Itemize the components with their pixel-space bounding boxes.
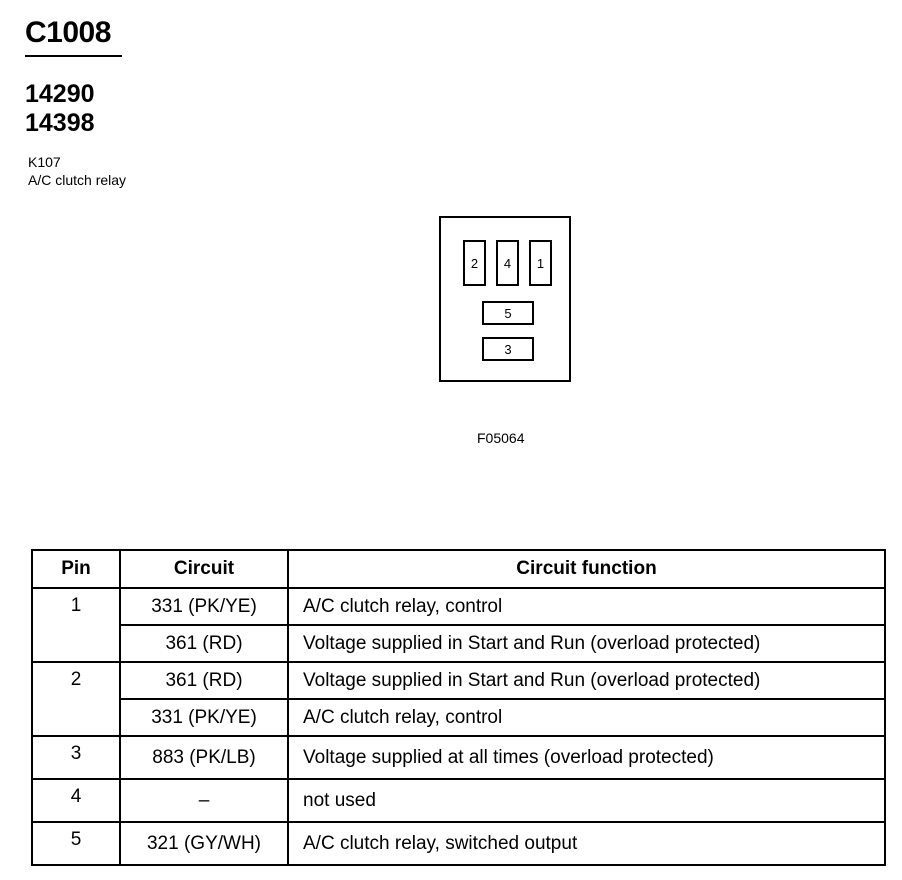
terminal-2: 2 (463, 240, 486, 286)
header-function: Circuit function (288, 550, 885, 588)
pin-cell: 1 (32, 588, 120, 662)
table-row (32, 822, 885, 865)
circuit-cell: 361 (RD) (120, 625, 288, 662)
circuit-cell: 321 (GY/WH) (120, 822, 288, 865)
pin-cell: 3 (32, 736, 120, 779)
function-cell: A/C clutch relay, control (288, 699, 885, 736)
table-row (32, 588, 885, 625)
figure-id: F05064 (477, 430, 525, 446)
circuit-cell: – (120, 779, 288, 822)
component-info (28, 153, 126, 189)
function-cell: A/C clutch relay, switched output (288, 822, 885, 865)
component-name: A/C clutch relay (28, 172, 127, 188)
part-numbers (25, 80, 95, 138)
terminal-1: 1 (529, 240, 552, 286)
function-cell: not used (288, 779, 885, 822)
title-underline (25, 55, 122, 57)
header-pin: Pin (32, 550, 120, 588)
pin-cell: 2 (32, 662, 120, 736)
circuit-cell: 883 (PK/LB) (120, 736, 288, 779)
table-row (32, 662, 885, 699)
function-cell: Voltage supplied at all times (overload protected) (288, 736, 885, 779)
function-cell: Voltage supplied in Start and Run (overload protected) (288, 662, 885, 699)
component-code: K107 (28, 154, 61, 170)
circuit-cell: 331 (PK/YE) (120, 588, 288, 625)
part-number: 14290 (25, 80, 95, 108)
table-header-row (32, 550, 885, 588)
pin-cell: 4 (32, 779, 120, 822)
table-row (32, 625, 885, 662)
part-number: 14398 (25, 109, 95, 137)
header-circuit: Circuit (120, 550, 288, 588)
pin-cell: 5 (32, 822, 120, 865)
circuit-cell: 361 (RD) (120, 662, 288, 699)
table-row (32, 699, 885, 736)
pin-table (31, 549, 886, 866)
connector-diagram (439, 216, 571, 382)
function-cell: Voltage supplied in Start and Run (overload protected) (288, 625, 885, 662)
terminal-4: 4 (496, 240, 519, 286)
table-row (32, 779, 885, 822)
table-row (32, 736, 885, 779)
connector-id: C1008 (25, 16, 111, 49)
circuit-cell: 331 (PK/YE) (120, 699, 288, 736)
function-cell: A/C clutch relay, control (288, 588, 885, 625)
terminal-3: 3 (482, 337, 534, 361)
terminal-5: 5 (482, 301, 534, 325)
